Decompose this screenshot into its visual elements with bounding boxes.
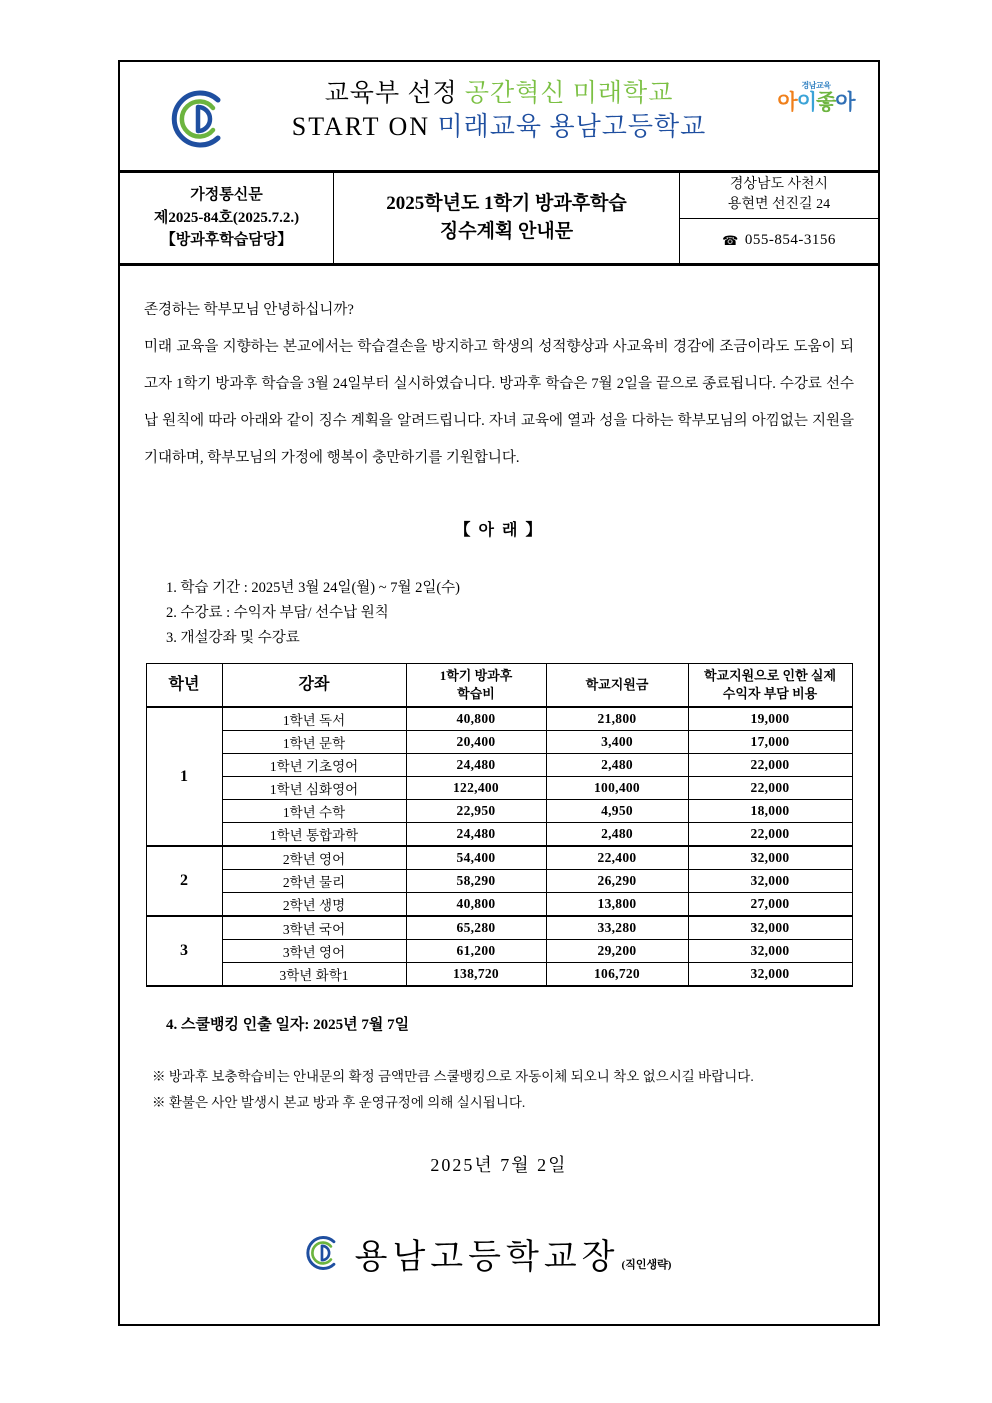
masthead-line1-black: 교육부 선정 (324, 80, 458, 107)
table-row (146, 823, 852, 847)
cell-fee: 61,200 (406, 940, 546, 963)
fee-table-header-row (146, 663, 852, 707)
table-row (146, 870, 852, 893)
cell-grade: 1 (146, 707, 222, 846)
intro-paragraph: 미래 교육을 지향하는 본교에서는 학습결손을 방지하고 학생의 성적향상과 사교육비 경감에 조금이라도 도움이 되고자 1학기 방과후 학습을 3월 24일부터 실시하였습니다. 방과후 학습은 7월 2일을 끝으로 종료됩니다. 수강료 선수납 원칙에 따라 아래와 같이 징수 계획을 알려드립니다. 자녀 교육에 열과 성을 다하는 학부모님의 아낌없는 지원을 기대하며, 학부모님의 가정에 행복이 충만하기를 기원합니다. (144, 338, 854, 466)
cell-actual: 32,000 (688, 963, 852, 987)
issue-date: 2025년 7월 2일 (430, 1154, 568, 1175)
gn-logo-char-2: 이 (796, 90, 816, 114)
gn-logo-char-4: 아 (835, 90, 855, 114)
fee-table-head (146, 663, 852, 707)
masthead-line-2 (120, 111, 878, 144)
header-actual-line-1: 학교지원으로 인한 실제 (703, 668, 837, 684)
masthead-line-1 (120, 78, 878, 109)
cell-support: 13,800 (546, 893, 688, 917)
cell-actual: 22,000 (688, 823, 852, 847)
cell-actual: 27,000 (688, 893, 852, 917)
table-row (146, 940, 852, 963)
list-item-2: 2. 수강료 : 수익자 부담/ 선수납 원칙 (166, 604, 389, 621)
newsletter-label: 가정통신문 (190, 187, 263, 204)
cell-course: 1학년 심화영어 (222, 777, 406, 800)
header-fee-line-1: 1학기 방과후 (439, 668, 513, 684)
cell-support: 2,480 (546, 823, 688, 847)
table-row (146, 777, 852, 800)
cell-support: 22,400 (546, 846, 688, 870)
school-contact-cell (680, 173, 878, 263)
gn-logo-char-3: 좋 (816, 90, 836, 114)
masthead-line1-green: 공간혁신 미래학교 (464, 80, 674, 107)
cell-grade: 3 (146, 916, 222, 986)
table-row (146, 893, 852, 917)
cell-actual: 22,000 (688, 754, 852, 777)
telephone-icon: ☎ (722, 232, 739, 248)
table-row (146, 916, 852, 940)
table-row (146, 707, 852, 731)
masthead-titles (120, 78, 878, 144)
gyeongnam-education-logo-icon (770, 82, 862, 144)
cell-support: 26,290 (546, 870, 688, 893)
telephone-number: 055-854-3156 (744, 232, 836, 249)
footer-notes (152, 1064, 854, 1117)
school-address (680, 173, 878, 219)
cell-course: 2학년 물리 (222, 870, 406, 893)
cell-fee: 22,950 (406, 800, 546, 823)
header-support: 학교지원금 (546, 663, 688, 707)
cell-support: 3,400 (546, 731, 688, 754)
numbered-list (166, 576, 854, 651)
newsletter-department: 【방과후학습담당】 (160, 232, 293, 249)
masthead-line2-black: START ON (291, 112, 431, 142)
cell-fee: 24,480 (406, 754, 546, 777)
cell-actual: 18,000 (688, 800, 852, 823)
table-row (146, 846, 852, 870)
newsletter-number: 제2025-84호(2025.7.2.) (153, 209, 300, 226)
header-fee (406, 663, 546, 707)
table-row (146, 754, 852, 777)
signature-school-logo-icon (297, 1231, 341, 1275)
greeting-text: 존경하는 학부모님 안녕하십니까? (144, 302, 354, 318)
table-row (146, 731, 852, 754)
cell-course: 1학년 문학 (222, 731, 406, 754)
list-item-4: 4. 스쿨뱅킹 인출 일자: 2025년 7월 7일 (166, 1017, 410, 1034)
cell-fee: 122,400 (406, 777, 546, 800)
masthead (120, 62, 878, 170)
cell-fee: 138,720 (406, 963, 546, 987)
document-title-line-1: 2025학년도 1학기 방과후학습 (386, 193, 627, 215)
gn-logo-small-text: 경남교육 (801, 81, 831, 90)
cell-support: 29,200 (546, 940, 688, 963)
cell-course: 2학년 영어 (222, 846, 406, 870)
document-title-line-2: 징수계획 안내문 (439, 221, 574, 242)
cell-fee: 24,480 (406, 823, 546, 847)
note-1: ※ 방과후 보충학습비는 안내문의 확정 금액만큼 스쿨뱅킹으로 자동이체 되오니 착오 없으시길 바랍니다. (152, 1069, 754, 1085)
cell-course: 3학년 화학1 (222, 963, 406, 987)
cell-actual: 32,000 (688, 846, 852, 870)
cell-support: 21,800 (546, 707, 688, 731)
cell-course: 1학년 독서 (222, 707, 406, 731)
table-row (146, 800, 852, 823)
newsletter-meta-cell (120, 173, 334, 263)
below-marker: 【 아 래 】 (454, 521, 544, 539)
document-title-cell (334, 173, 680, 263)
cell-actual: 32,000 (688, 870, 852, 893)
cell-fee: 20,400 (406, 731, 546, 754)
course-fee-table (146, 663, 853, 988)
cell-actual: 19,000 (688, 707, 852, 731)
cell-fee: 40,800 (406, 893, 546, 917)
cell-actual: 32,000 (688, 916, 852, 940)
cell-fee: 65,280 (406, 916, 546, 940)
cell-course: 2학년 생명 (222, 893, 406, 917)
cell-fee: 54,400 (406, 846, 546, 870)
cell-support: 4,950 (546, 800, 688, 823)
header-actual-line-2: 수익자 부담 비용 (722, 685, 818, 701)
cell-course: 3학년 국어 (222, 916, 406, 940)
cell-actual: 32,000 (688, 940, 852, 963)
header-course: 강좌 (222, 663, 406, 707)
signature-title: 용남고등학교장 (354, 1238, 620, 1276)
cell-course: 1학년 수학 (222, 800, 406, 823)
cell-fee: 58,290 (406, 870, 546, 893)
list-item-1: 1. 학습 기간 : 2025년 3월 24일(월) ~ 7월 2일(수) (166, 579, 461, 596)
cell-course: 1학년 기초영어 (222, 754, 406, 777)
signature-seal-note: (직인생략) (621, 1258, 672, 1271)
school-telephone (680, 219, 878, 264)
cell-support: 106,720 (546, 963, 688, 987)
cell-course: 3학년 영어 (222, 940, 406, 963)
header-fee-line-2: 학습비 (457, 685, 495, 701)
header-grade: 학년 (146, 663, 222, 707)
cell-fee: 40,800 (406, 707, 546, 731)
cell-actual: 22,000 (688, 777, 852, 800)
gn-logo-main-text (770, 91, 862, 113)
table-row (146, 963, 852, 987)
signature-block (144, 1229, 854, 1278)
cell-course: 1학년 통합과학 (222, 823, 406, 847)
cell-grade: 2 (146, 846, 222, 916)
document-info-bar (120, 170, 878, 266)
cell-support: 100,400 (546, 777, 688, 800)
cell-support: 33,280 (546, 916, 688, 940)
list-item-3: 3. 개설강좌 및 수강료 (166, 629, 300, 646)
address-line-2: 용현면 선진길 24 (727, 197, 831, 213)
header-actual (688, 663, 852, 707)
cell-actual: 17,000 (688, 731, 852, 754)
address-line-1: 경상남도 사천시 (729, 176, 829, 192)
document-page (118, 60, 880, 1326)
document-body (120, 266, 878, 1278)
gn-logo-char-1: 아 (777, 90, 797, 114)
cell-support: 2,480 (546, 754, 688, 777)
masthead-line2-blue: 미래교육 용남고등학교 (437, 112, 707, 142)
fee-table-body (146, 707, 852, 986)
note-2: ※ 환불은 사안 발생시 본교 방과 후 운영규정에 의해 실시됩니다. (152, 1095, 526, 1111)
